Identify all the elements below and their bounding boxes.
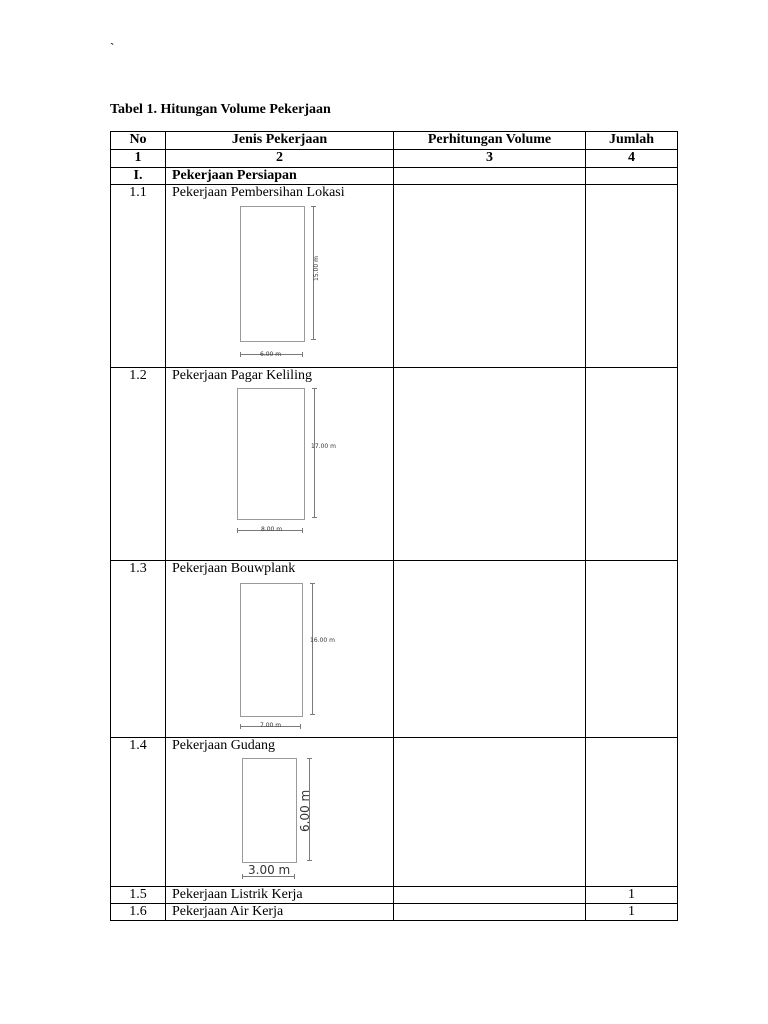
row-no: 1.4 [111, 738, 166, 887]
column-number: 3 [394, 150, 586, 168]
row-work-item [166, 738, 394, 887]
length-dimension-label: 16.00 m [310, 637, 335, 644]
header-jumlah: Jumlah [586, 132, 678, 150]
row-work-item [166, 561, 394, 738]
volume-table [110, 131, 678, 921]
row-jumlah: 1 [586, 887, 678, 904]
table-caption: Tabel 1. Hitungan Volume Pekerjaan [110, 102, 331, 117]
row-name: Pekerjaan Bouwplank [172, 561, 296, 576]
row-no: 1.1 [111, 185, 166, 368]
row-no: 1.6 [111, 904, 166, 921]
column-number: 4 [586, 150, 678, 168]
plan-outline [242, 758, 297, 863]
row-no: 1.3 [111, 561, 166, 738]
header-jenis-pekerjaan: Jenis Pekerjaan [166, 132, 394, 150]
header-no: No [111, 132, 166, 150]
row-jumlah [586, 738, 678, 887]
table-row [111, 904, 678, 921]
column-number-row [111, 150, 678, 168]
width-dimension-label: 8.00 m [261, 526, 283, 533]
header-perhitungan-volume: Perhitungan Volume [394, 132, 586, 150]
row-jumlah [586, 185, 678, 368]
row-name: Pekerjaan Pagar Keliling [172, 368, 312, 383]
site-sketch [172, 201, 387, 365]
row-jumlah [586, 368, 678, 561]
table-cell [394, 904, 586, 921]
length-dimension-label: 6.00 m [298, 789, 312, 832]
row-name: Pekerjaan Listrik Kerja [166, 887, 394, 904]
row-jumlah: 1 [586, 904, 678, 921]
table-row [111, 887, 678, 904]
plan-outline [237, 388, 305, 520]
site-sketch [172, 384, 387, 558]
table-row [111, 738, 678, 887]
table-row [111, 561, 678, 738]
plan-outline [240, 206, 305, 342]
table-row [111, 368, 678, 561]
row-name: Pekerjaan Pembersihan Lokasi [172, 185, 345, 200]
length-dimension-label: 15.00 m [313, 256, 320, 281]
row-work-item [166, 185, 394, 368]
section-no: I. [111, 168, 166, 185]
section-title: Pekerjaan Persiapan [166, 168, 394, 185]
table-cell [586, 168, 678, 185]
section-row [111, 168, 678, 185]
width-dimension-label: 3.00 m [248, 863, 291, 877]
row-name: Pekerjaan Air Kerja [166, 904, 394, 921]
plan-outline [240, 583, 303, 717]
column-number: 2 [166, 150, 394, 168]
table-cell [394, 185, 586, 368]
width-dimension-label: 6.00 m [260, 351, 282, 358]
table-cell [394, 738, 586, 887]
length-dimension-label: 17.00 m [311, 443, 336, 450]
width-dimension-label: 7.00 m [260, 722, 282, 729]
table-cell [394, 168, 586, 185]
stray-mark: ` [110, 40, 115, 55]
site-sketch [172, 754, 387, 884]
table-cell [394, 561, 586, 738]
table-cell [394, 368, 586, 561]
row-jumlah [586, 561, 678, 738]
table-cell [394, 887, 586, 904]
row-no: 1.5 [111, 887, 166, 904]
site-sketch [172, 577, 387, 735]
table-row [111, 185, 678, 368]
row-name: Pekerjaan Gudang [172, 738, 276, 753]
length-dimension-line [311, 583, 313, 715]
column-number: 1 [111, 150, 166, 168]
header-row [111, 132, 678, 150]
row-no: 1.2 [111, 368, 166, 561]
row-work-item [166, 368, 394, 561]
